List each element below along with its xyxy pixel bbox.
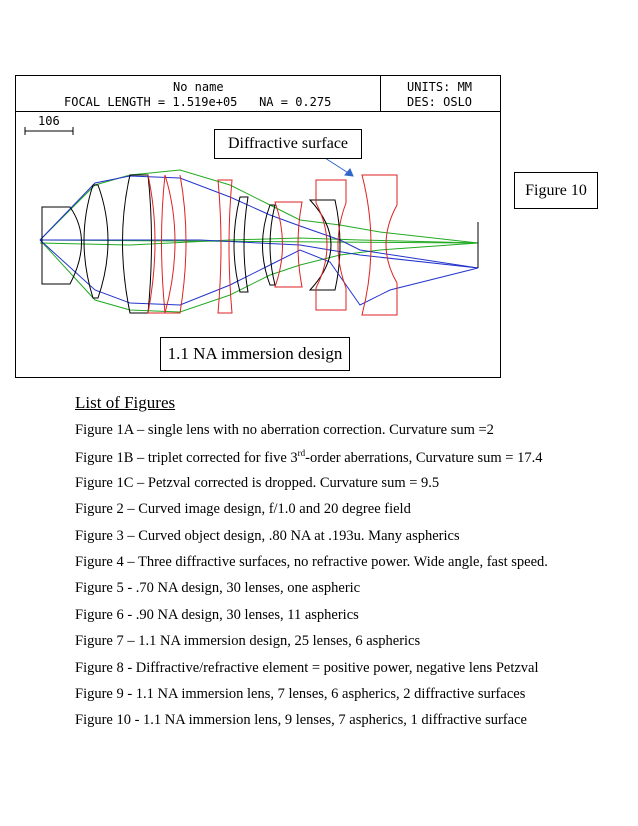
figure-list-item: [75, 448, 542, 467]
figure-list-item: [75, 422, 494, 439]
list-item-text: Figure 5 - .70 NA design, 30 lenses, one aspheric: [75, 580, 361, 597]
units-label: UNITS: MM: [407, 80, 473, 94]
list-item-text: Figure 8 - Diffractive/refractive element = positive power, negative lens Petzval: [75, 659, 539, 676]
scale-bar-label: 106: [38, 114, 60, 128]
figure-label: Figure 10: [514, 172, 598, 209]
diffractive-arrow: [325, 158, 353, 176]
scale-bar: [25, 127, 73, 135]
figure-list-item: [75, 686, 525, 703]
diffractive-surface-label: Diffractive surface: [214, 129, 362, 159]
list-item-text: Figure 2 – Curved image design, f/1.0 and 20 degree field: [75, 501, 411, 518]
list-item-superscript: rd: [297, 448, 306, 459]
list-item-text: Figure 9 - 1.1 NA immersion lens, 7 lenses, 6 aspherics, 2 diffractive surfaces: [75, 686, 526, 702]
figure-list-item: [75, 501, 411, 518]
list-item-text-continued: -order aberrations, Curvature sum = 17.4: [305, 450, 543, 467]
list-item-text: Figure 3 – Curved object design, .80 NA at .193u. Many aspherics: [75, 527, 460, 544]
figure-list-item: [75, 580, 360, 597]
figure-list-item: [75, 554, 548, 571]
figure-list-item: [75, 528, 460, 545]
list-item-text: Figure 1C – Petzval corrected is dropped. Curvature sum = 9.5: [75, 474, 440, 491]
list-title: List of Figures: [75, 393, 176, 412]
list-item-text: Figure 7 – 1.1 NA immersion design, 25 lenses, 6 aspherics: [75, 633, 421, 650]
focal-length-line: FOCAL LENGTH = 1.519e+05 NA = 0.275: [64, 95, 332, 109]
list-item-text: Figure 1B – triplet corrected for five 3: [75, 450, 298, 467]
designer-label: DES: OSLO: [407, 95, 473, 109]
list-item-text: Figure 4 – Three diffractive surfaces, no refractive power. Wide angle, fast speed.: [75, 554, 548, 570]
figure-list-item: [75, 475, 439, 492]
green-ray-bundle: [40, 170, 478, 312]
list-item-text: Figure 1A – single lens with no aberration correction. Curvature sum =2: [75, 422, 494, 438]
figure-list-item: [75, 607, 359, 624]
figure-list-item: [75, 660, 539, 677]
figure-list-item: [75, 712, 527, 729]
red-lens-elements: [148, 175, 397, 315]
blue-ray-bundle: [40, 176, 478, 305]
list-item-text: Figure 10 - 1.1 NA immersion lens, 9 lenses, 7 aspherics, 1 diffractive surface: [75, 712, 527, 729]
list-item-text: Figure 6 - .90 NA design, 30 lenses, 11 aspherics: [75, 606, 359, 623]
design-label: 1.1 NA immersion design: [160, 337, 350, 371]
design-name: No name: [173, 80, 224, 94]
figure-list-item: [75, 633, 420, 650]
